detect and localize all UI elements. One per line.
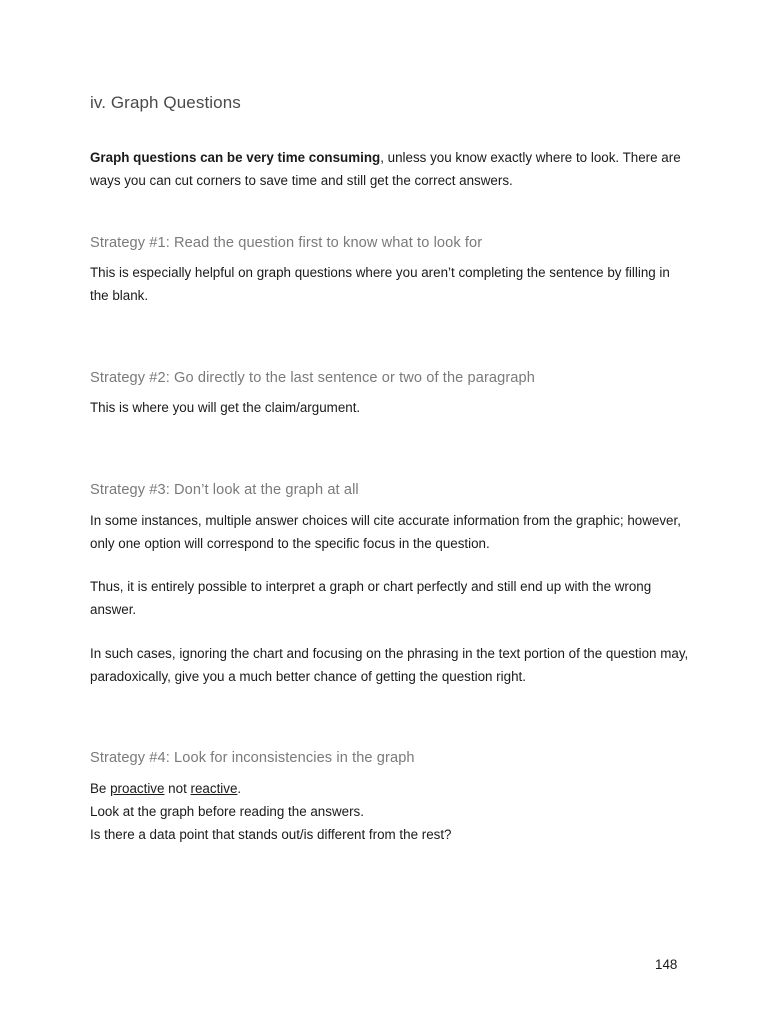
- intro-rest-text: , unless you know exactly where to look. There are ways you can cut corners to save time and still get the correct answers.: [90, 150, 681, 188]
- proactive-word: proactive: [110, 781, 165, 796]
- line-1-middle: not: [164, 781, 191, 796]
- strategy-4-line-3: Is there a data point that stands out/is different from the rest?: [90, 827, 452, 842]
- intro-paragraph: [90, 146, 690, 192]
- section-title: iv. Graph Questions: [90, 93, 241, 112]
- strategy-3-paragraph-2: Thus, it is entirely possible to interpret a graph or chart perfectly and still end up with the wrong answer.: [90, 579, 652, 617]
- strategy-4-line-1: [90, 777, 690, 800]
- intro-bold-text: Graph questions can be very time consuming: [90, 150, 381, 165]
- line-1-prefix: Be: [90, 781, 111, 796]
- strategy-3-heading: Strategy #3: Don’t look at the graph at all: [90, 482, 359, 498]
- line-1-suffix: .: [237, 781, 242, 796]
- strategy-2-heading: Strategy #2: Go directly to the last sentence or two of the paragraph: [90, 370, 535, 386]
- strategy-3-paragraph-1: In some instances, multiple answer choices will cite accurate information from the graphic; however, only one option will correspond to the specific focus in the question.: [90, 513, 681, 551]
- strategy-4-line-2: Look at the graph before reading the answers.: [90, 804, 364, 819]
- strategy-1-paragraph: This is especially helpful on graph questions where you aren’t completing the sentence by filling in the blank.: [90, 265, 670, 303]
- strategy-2-paragraph: This is where you will get the claim/argument.: [90, 400, 361, 415]
- strategy-1-heading: Strategy #1: Read the question first to know what to look for: [90, 235, 483, 251]
- strategy-4-heading: Strategy #4: Look for inconsistencies in the graph: [90, 750, 415, 766]
- strategy-4-paragraph: [90, 777, 690, 846]
- strategy-3-paragraph-3: In such cases, ignoring the chart and focusing on the phrasing in the text portion of the question may, paradoxically, give you a much better chance of getting the question right.: [90, 646, 689, 684]
- page-number: 148: [655, 957, 678, 972]
- reactive-word: reactive: [190, 781, 238, 796]
